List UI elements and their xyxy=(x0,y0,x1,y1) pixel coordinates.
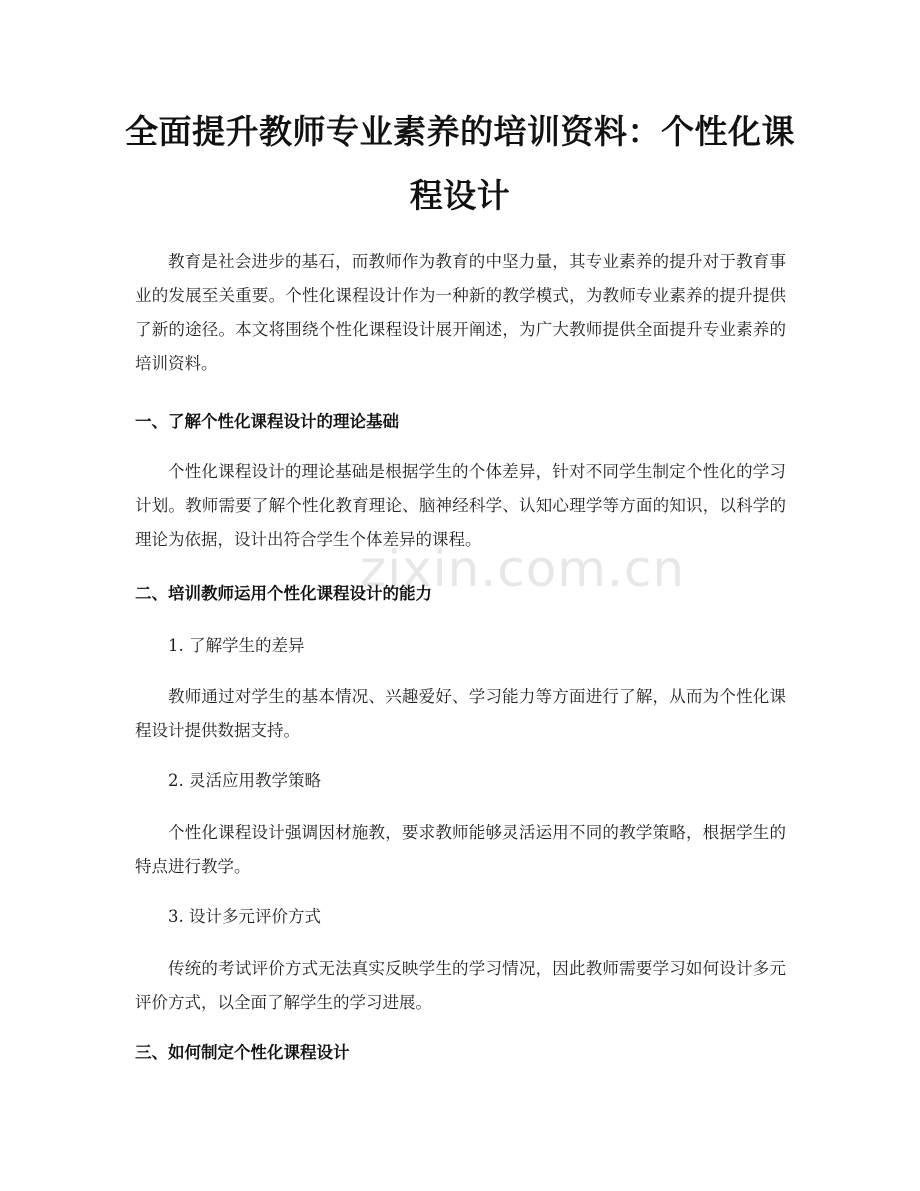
document-title: 全面提升教师专业素养的培训资料：个性化课程设计 xyxy=(125,112,795,215)
subsection-1-paragraph: 教师通过对学生的基本情况、兴趣爱好、学习能力等方面进行了解，从而为个性化课程设计提供数据支持。 xyxy=(135,687,786,740)
intro-paragraph: 教育是社会进步的基石，而教师作为教育的中坚力量，其专业素养的提升对于教育事业的发展至关重要。个性化课程设计作为一种新的教学模式，为教师专业素养的提升提供了新的途径。本文将围绕个性化课程设计展开阐述，为广大教师提供全面提升专业素养的培训资料。 xyxy=(135,252,786,373)
subsection-3-label: 3. 设计多元评价方式 xyxy=(168,907,321,926)
section-2-heading: 二、培训教师运用个性化课程设计的能力 xyxy=(135,584,432,603)
section-3-heading: 三、如何制定个性化课程设计 xyxy=(135,1043,350,1062)
subsection-2-paragraph: 个性化课程设计强调因材施教，要求教师能够灵活运用不同的教学策略，根据学生的特点进行教学。 xyxy=(135,823,786,876)
subsection-1-label: 1. 了解学生的差异 xyxy=(168,636,305,655)
section-1-paragraph: 个性化课程设计的理论基础是根据学生的个体差异，针对不同学生制定个性化的学习计划。教师需要了解个性化教育理论、脑神经科学、认知心理学等方面的知识，以科学的理论为依据，设计出符合学生个体差异的课程。 xyxy=(135,462,786,549)
section-1-heading: 一、了解个性化课程设计的理论基础 xyxy=(135,412,399,431)
subsection-2-label: 2. 灵活应用教学策略 xyxy=(168,771,321,790)
subsection-3-paragraph: 传统的考试评价方式无法真实反映学生的学习情况，因此教师需要学习如何设计多元评价方式，以全面了解学生的学习进展。 xyxy=(135,959,786,1012)
watermark: zixin.com.cn xyxy=(360,540,686,598)
